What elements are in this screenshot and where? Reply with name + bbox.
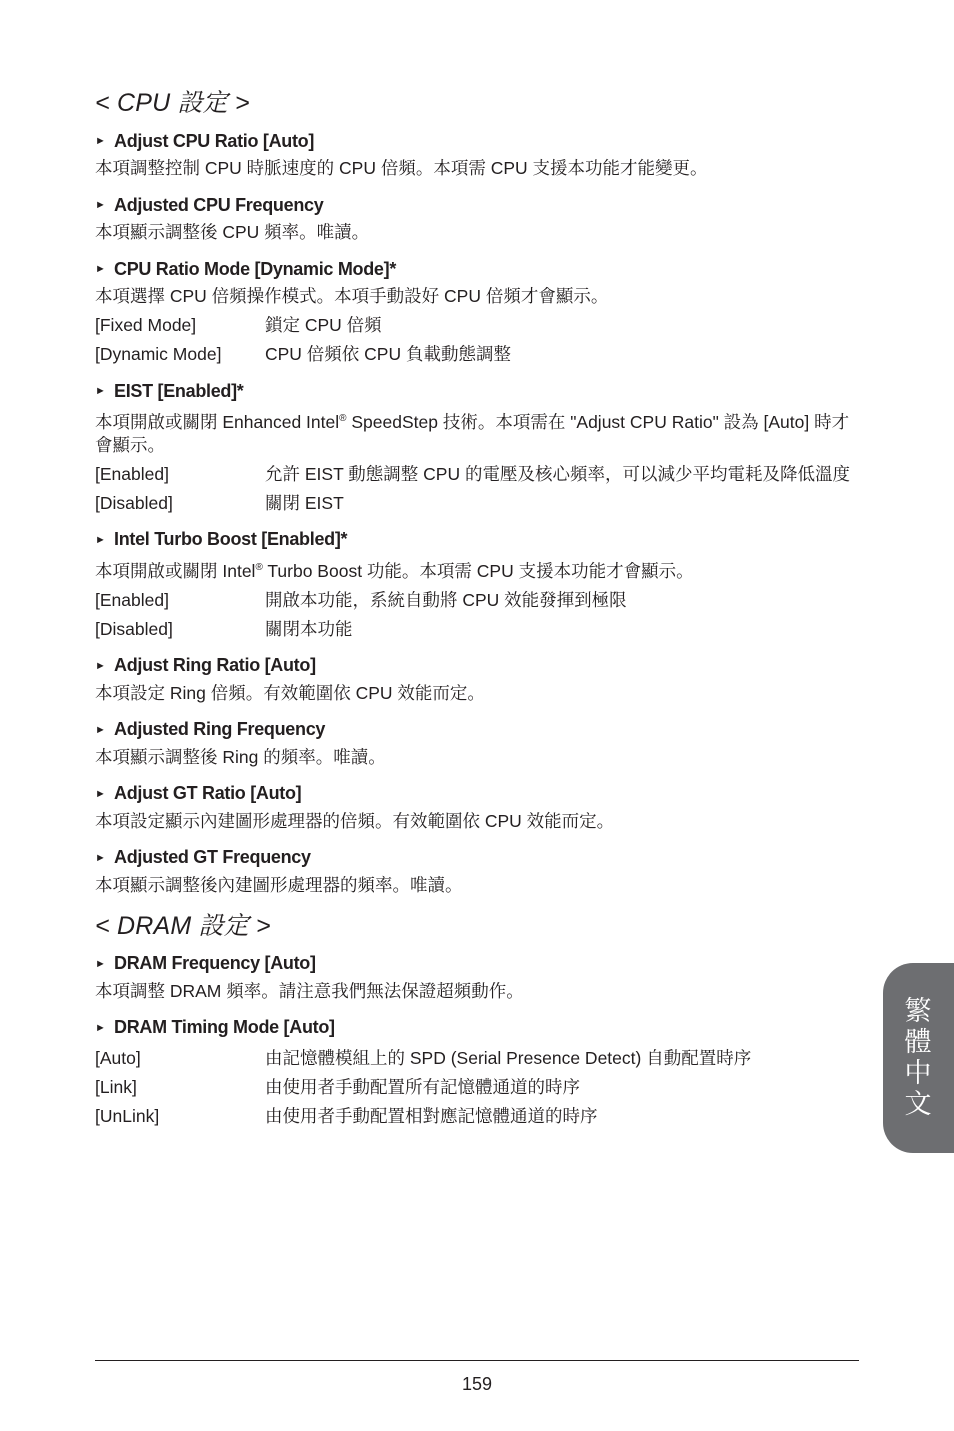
option-value: 由使用者手動配置相對應記憶體通道的時序 — [265, 1105, 598, 1126]
bullet-triangle-icon: ► — [95, 135, 106, 147]
setting-name: Adjusted Ring Frequency — [114, 719, 326, 740]
setting-name: Adjusted GT Frequency — [114, 847, 311, 868]
option-key: [Auto] — [95, 1047, 141, 1068]
footer-divider — [95, 1360, 859, 1361]
option-key: [UnLink] — [95, 1105, 160, 1126]
setting-name: DRAM Frequency [Auto] — [114, 953, 316, 974]
bullet-triangle-icon: ► — [95, 787, 106, 800]
setting-description — [95, 556, 860, 583]
setting-description: 本項調整控制 CPU 時脈速度的 CPU 倍頻。本項需 CPU 支援本功能才能變更。 — [95, 158, 708, 178]
setting-heading — [95, 717, 860, 743]
setting-name: CPU Ratio Mode [Dynamic Mode]* — [114, 258, 397, 279]
option-row — [95, 463, 860, 486]
setting-heading — [95, 128, 860, 154]
option-value: 關閉本功能 — [265, 618, 353, 639]
option-value: 由使用者手動配置所有記憶體通道的時序 — [265, 1076, 580, 1097]
setting-heading — [95, 527, 860, 553]
option-row — [95, 1047, 860, 1070]
setting-description: 本項調整 DRAM 頻率。請注意我們無法保證超頻動作。 — [95, 980, 524, 1001]
registered-mark: ® — [339, 413, 347, 424]
bullet-triangle-icon: ► — [95, 199, 106, 211]
option-row — [95, 492, 860, 515]
option-key: [Enabled] — [95, 463, 169, 484]
setting-item — [95, 717, 860, 769]
option-row — [95, 1105, 860, 1128]
setting-description: 本項設定顯示內建圖形處理器的倍頻。有效範圍依 CPU 效能而定。 — [95, 810, 615, 831]
description-text: 本項開啟或關閉 Enhanced Intel — [95, 411, 340, 432]
option-row — [95, 343, 860, 366]
setting-name: Adjusted CPU Frequency — [114, 194, 324, 215]
setting-name: Intel Turbo Boost [Enabled]* — [114, 529, 348, 550]
page-number: 159 — [461, 1374, 493, 1394]
bullet-triangle-icon: ► — [95, 851, 106, 864]
option-key: [Disabled] — [95, 618, 173, 639]
setting-description: 本項顯示調整後 Ring 的頻率。唯讀。 — [95, 746, 386, 767]
bullet-triangle-icon: ► — [95, 723, 106, 736]
setting-description — [95, 407, 860, 457]
dram-section-title: < DRAM 設定 > — [95, 911, 271, 940]
language-side-tab — [883, 963, 954, 1153]
setting-item — [95, 781, 860, 833]
option-value: 關閉 EIST — [265, 492, 344, 513]
description-text: SpeedStep 技術。本項需在 "Adjust CPU Ratio" 設為 [Auto] 時才會顯示。 — [95, 411, 850, 455]
option-row — [95, 1076, 860, 1099]
setting-name: EIST [Enabled]* — [114, 380, 244, 401]
setting-name: DRAM Timing Mode [Auto] — [114, 1017, 335, 1038]
option-row — [95, 314, 860, 337]
bullet-triangle-icon: ► — [95, 385, 106, 397]
setting-item — [95, 653, 860, 705]
setting-description: 本項顯示調整後 CPU 頻率。唯讀。 — [95, 222, 370, 242]
language-tab-label: 繁體中文 — [900, 996, 931, 1120]
option-value: CPU 倍頻依 CPU 負載動態調整 — [265, 344, 511, 364]
setting-item — [95, 128, 860, 180]
option-value: 由記憶體模組上的 SPD (Serial Presence Detect) 自動配置時序 — [265, 1047, 752, 1068]
bullet-triangle-icon: ► — [95, 659, 106, 672]
option-key: [Fixed Mode] — [95, 315, 197, 335]
option-value: 鎖定 CPU 倍頻 — [265, 315, 382, 335]
setting-item — [95, 378, 860, 515]
option-key: [Link] — [95, 1076, 137, 1097]
description-text: 本項開啟或關閉 Intel — [95, 560, 256, 581]
setting-heading — [95, 951, 860, 977]
cpu-section-title: < CPU 設定 > — [95, 89, 250, 117]
setting-description: 本項顯示調整後內建圖形處理器的頻率。唯讀。 — [95, 874, 463, 895]
option-value: 允許 EIST 動態調整 CPU 的電壓及核心頻率，可以減少平均電耗及降低溫度 — [265, 463, 850, 484]
setting-item — [95, 192, 860, 244]
setting-heading — [95, 781, 860, 807]
setting-name: Adjust CPU Ratio [Auto] — [114, 130, 315, 151]
setting-item — [95, 1015, 860, 1128]
setting-description: 本項設定 Ring 倍頻。有效範圍依 CPU 效能而定。 — [95, 682, 485, 703]
setting-item — [95, 951, 860, 1003]
setting-item — [95, 845, 860, 897]
setting-heading — [95, 653, 860, 679]
option-row — [95, 618, 860, 641]
setting-description: 本項選擇 CPU 倍頻操作模式。本項手動設好 CPU 倍頻才會顯示。 — [95, 286, 609, 306]
setting-heading — [95, 378, 860, 404]
setting-heading — [95, 192, 860, 218]
setting-heading — [95, 256, 860, 282]
option-key: [Enabled] — [95, 589, 169, 610]
setting-heading — [95, 845, 860, 871]
bullet-triangle-icon: ► — [95, 533, 106, 546]
setting-heading — [95, 1015, 860, 1041]
setting-name: Adjust GT Ratio [Auto] — [114, 783, 302, 804]
setting-item — [95, 256, 860, 366]
registered-mark: ® — [255, 561, 263, 573]
description-text: Turbo Boost 功能。本項需 CPU 支援本功能才會顯示。 — [262, 560, 694, 581]
setting-name: Adjust Ring Ratio [Auto] — [114, 655, 316, 676]
option-row — [95, 589, 860, 612]
bullet-triangle-icon: ► — [95, 957, 106, 970]
bullet-triangle-icon: ► — [95, 1021, 106, 1034]
bullet-triangle-icon: ► — [95, 263, 106, 275]
option-key: [Disabled] — [95, 492, 173, 513]
manual-page-content — [95, 86, 860, 1140]
option-value: 開啟本功能，系統自動將 CPU 效能發揮到極限 — [265, 589, 627, 610]
option-key: [Dynamic Mode] — [95, 344, 222, 364]
setting-item — [95, 527, 860, 641]
